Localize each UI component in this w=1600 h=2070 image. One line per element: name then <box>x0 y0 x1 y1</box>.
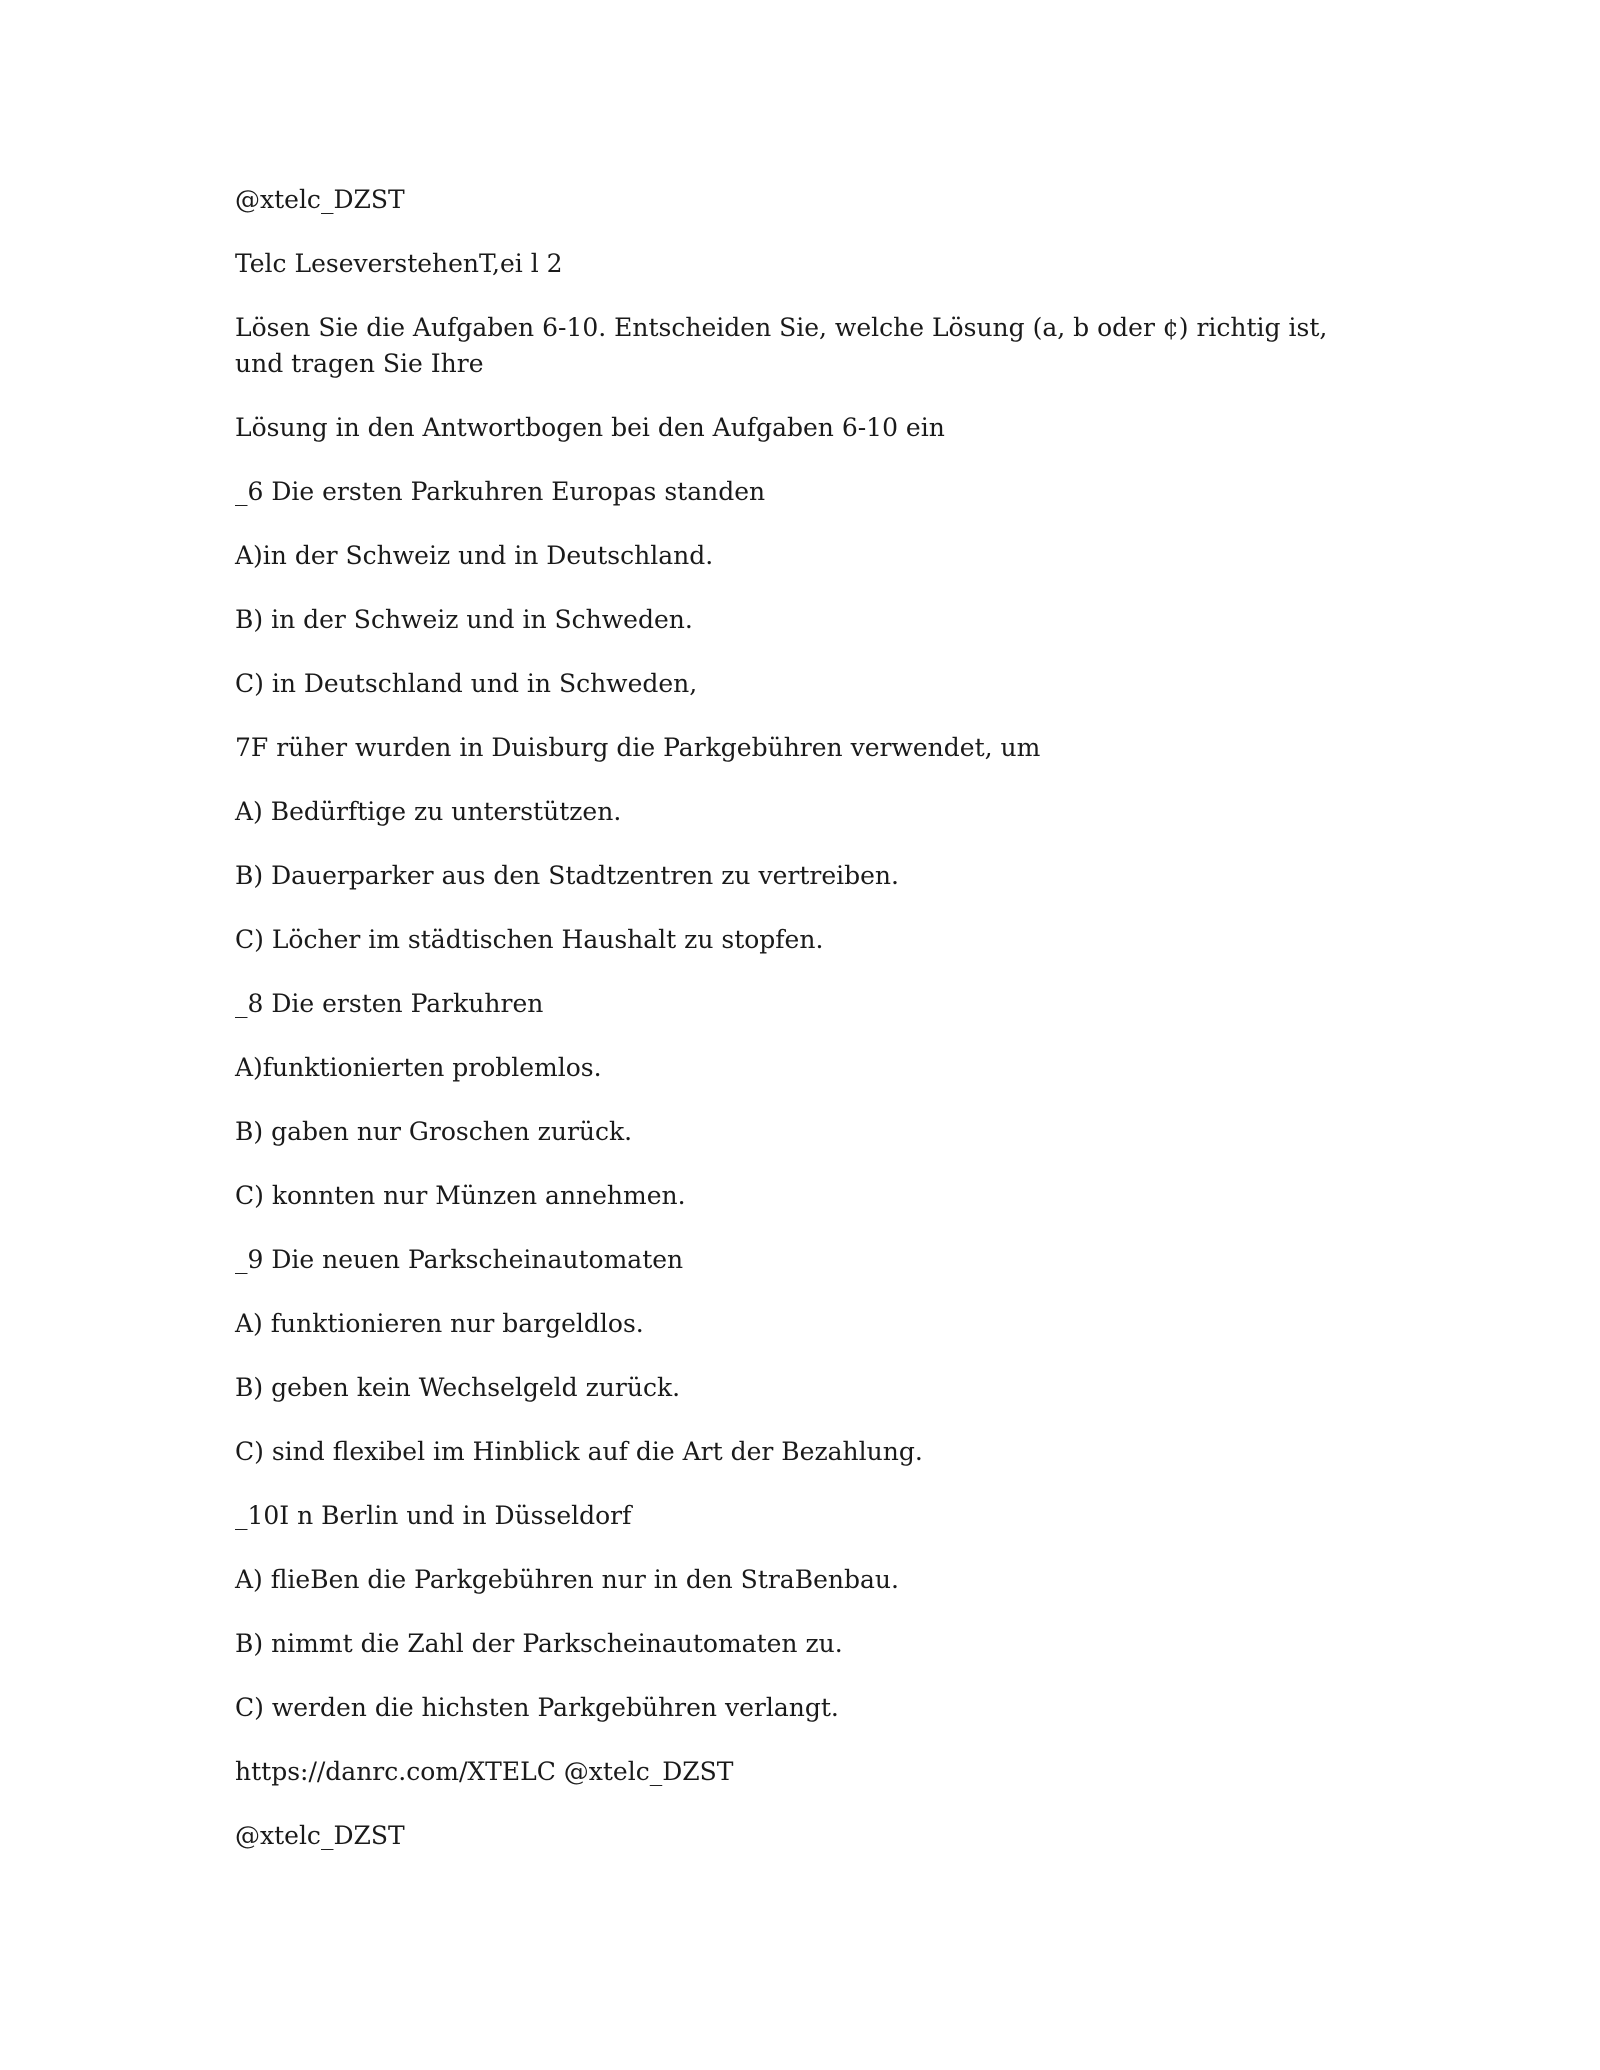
question-8-option-c: C) konnten nur Münzen annehmen. <box>235 1181 686 1210</box>
footer-link: https://danrc.com/XTELC @xtelc_DZST <box>235 1757 734 1786</box>
question-10-option-c: C) werden die hichsten Parkgebühren verlangt. <box>235 1693 839 1722</box>
question-6-option-c: C) in Deutschland und in Schweden, <box>235 669 698 698</box>
question-7-option-a: A) Bedürftige zu unterstützen. <box>235 797 622 826</box>
question-8-option-b: B) gaben nur Groschen zurück. <box>235 1117 633 1146</box>
handle-top: @xtelc_DZST <box>235 185 405 214</box>
question-9-option-c: C) sind flexibel im Hinblick auf die Art der Bezahlung. <box>235 1437 923 1466</box>
question-9-option-b: B) geben kein Wechselgeld zurück. <box>235 1373 681 1402</box>
question-9-option-a: A) funktionieren nur bargeldlos. <box>235 1309 644 1338</box>
question-7-option-c: C) Löcher im städtischen Haushalt zu stopfen. <box>235 925 824 954</box>
document-title: Telc LeseverstehenT,ei l 2 <box>235 249 563 278</box>
question-10-option-a: A) flieBen die Parkgebühren nur in den StraBenbau. <box>235 1565 899 1594</box>
instruction-text: Lösen Sie die Aufgaben 6-10. Entscheiden Sie, welche Lösung (a, b oder ¢) richtig ist, und tragen Sie Ihre <box>235 313 1336 378</box>
question-10-stem: _10I n Berlin und in Düsseldorf <box>235 1501 632 1530</box>
question-6-option-b: B) in der Schweiz und in Schweden. <box>235 605 693 634</box>
question-8-option-a: A)funktionierten problemlos. <box>235 1053 602 1082</box>
question-9-stem: _9 Die neuen Parkscheinautomaten <box>235 1245 684 1274</box>
question-6-stem: _6 Die ersten Parkuhren Europas standen <box>235 477 766 506</box>
question-7-stem: 7F rüher wurden in Duisburg die Parkgebühren verwendet, um <box>235 733 1041 762</box>
question-6-option-a: A)in der Schweiz und in Deutschland. <box>235 541 714 570</box>
question-8-stem: _8 Die ersten Parkuhren <box>235 989 544 1018</box>
question-7-option-b: B) Dauerparker aus den Stadtzentren zu vertreiben. <box>235 861 899 890</box>
handle-bottom: @xtelc_DZST <box>235 1821 405 1850</box>
document-page <box>235 182 1365 1882</box>
question-10-option-b: B) nimmt die Zahl der Parkscheinautomaten zu. <box>235 1629 843 1658</box>
instruction-text-continued: Lösung in den Antwortbogen bei den Aufgaben 6-10 ein <box>235 413 945 442</box>
